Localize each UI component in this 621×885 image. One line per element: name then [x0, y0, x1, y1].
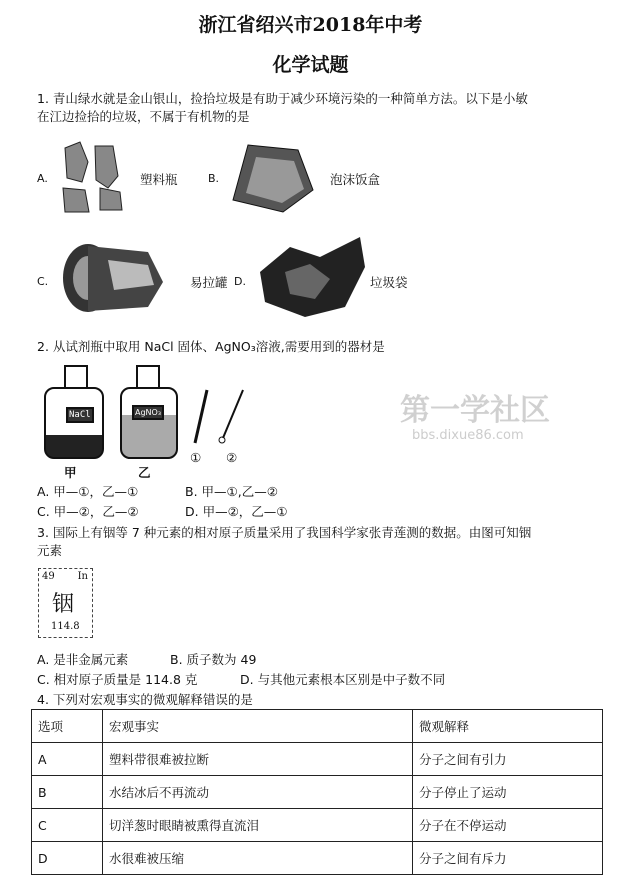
table-header-row	[32, 710, 603, 743]
q2-option-b: B. 甲—①,乙—②	[185, 484, 278, 499]
bottle-yi-label: AgNO₃	[132, 405, 164, 420]
table-row	[32, 842, 603, 875]
row-fact: 水很难被压缩	[103, 842, 413, 875]
row-explanation: 分子之间有斥力	[413, 842, 603, 875]
row-fact: 切洋葱时眼睛被熏得直流泪	[103, 809, 413, 842]
bottle-jia-label: NaCl	[66, 407, 94, 423]
tool-1-label: ①	[190, 450, 202, 465]
row-fact: 塑料带很难被拉断	[103, 743, 413, 776]
row-option: B	[32, 776, 103, 809]
q1-stem-line2: 在江边捡拾的垃圾，不属于有机物的是	[37, 109, 250, 124]
row-fact: 水结冰后不再流动	[103, 776, 413, 809]
q1-option-b-text: 泡沫饭盒	[330, 172, 381, 187]
table-row	[32, 809, 603, 842]
can-image	[58, 240, 168, 315]
header-macro-fact: 宏观事实	[103, 710, 413, 743]
header-option: 选项	[32, 710, 103, 743]
tool-2-label: ②	[226, 450, 238, 465]
watermark-logo: 第一学社区	[400, 393, 550, 428]
table-row	[32, 776, 603, 809]
q1-option-c-text: 易拉罐	[190, 275, 228, 290]
q1-option-c-letter: C.	[37, 275, 49, 288]
row-option: A	[32, 743, 103, 776]
bottle-jia-image	[44, 365, 104, 460]
q2-option-d: D. 甲—②，乙—①	[185, 504, 288, 519]
element-number: 49	[42, 571, 55, 582]
foam-box-image	[228, 135, 318, 217]
dropper-and-spoon-image	[185, 388, 255, 448]
q1-option-d-text: 垃圾袋	[370, 275, 408, 290]
page-title: 浙江省绍兴市2018年中考	[198, 14, 423, 36]
bottle-yi-name: 乙	[138, 465, 151, 480]
q3-option-b: B. 质子数为 49	[170, 652, 257, 667]
trash-bag-image	[255, 232, 367, 322]
q3-option-c: C. 相对原子质量是 114.8 克	[37, 672, 198, 687]
q2-option-c: C. 甲—②，乙—②	[37, 504, 139, 519]
q4-table	[31, 709, 603, 875]
q1-stem-line1: 1. 青山绿水就是金山银山，捡拾垃圾是有助于减少环境污染的一种简单方法。以下是小敏	[37, 91, 528, 106]
element-card-indium	[38, 568, 93, 638]
element-symbol: In	[77, 571, 88, 582]
q3-stem-line1: 3. 国际上有铟等 7 种元素的相对原子质量采用了我国科学家张青莲测的数据。由图可知铟	[37, 525, 532, 540]
q1-option-a-text: 塑料瓶	[140, 172, 178, 187]
table-row	[32, 743, 603, 776]
q3-option-a: A. 是非金属元素	[37, 652, 129, 667]
row-explanation: 分子停止了运动	[413, 776, 603, 809]
element-name: 铟	[52, 592, 75, 617]
q3-option-d: D. 与其他元素根本区别是中子数不同	[240, 672, 446, 687]
plastic-bottle-image	[55, 138, 130, 216]
q1-option-d-letter: D.	[234, 275, 246, 288]
page-subtitle: 化学试题	[272, 54, 349, 76]
q2-option-a: A. 甲—①，乙—①	[37, 484, 139, 499]
q4-stem: 4. 下列对宏观事实的微观解释错误的是	[37, 692, 253, 707]
bottle-jia-name: 甲	[64, 465, 77, 480]
header-micro-explanation: 微观解释	[413, 710, 603, 743]
q3-stem-line2: 元素	[37, 543, 63, 558]
row-option: D	[32, 842, 103, 875]
watermark-url: bbs.dixue86.com	[412, 428, 524, 443]
row-explanation: 分子之间有引力	[413, 743, 603, 776]
q1-option-a-letter: A.	[37, 172, 48, 185]
q2-stem: 2. 从试剂瓶中取用 NaCl 固体、AgNO₃溶液,需要用到的器材是	[37, 339, 385, 354]
element-mass: 114.8	[51, 621, 80, 632]
bottle-yi-image	[120, 365, 176, 460]
row-explanation: 分子在不停运动	[413, 809, 603, 842]
row-option: C	[32, 809, 103, 842]
q1-option-b-letter: B.	[208, 172, 220, 185]
